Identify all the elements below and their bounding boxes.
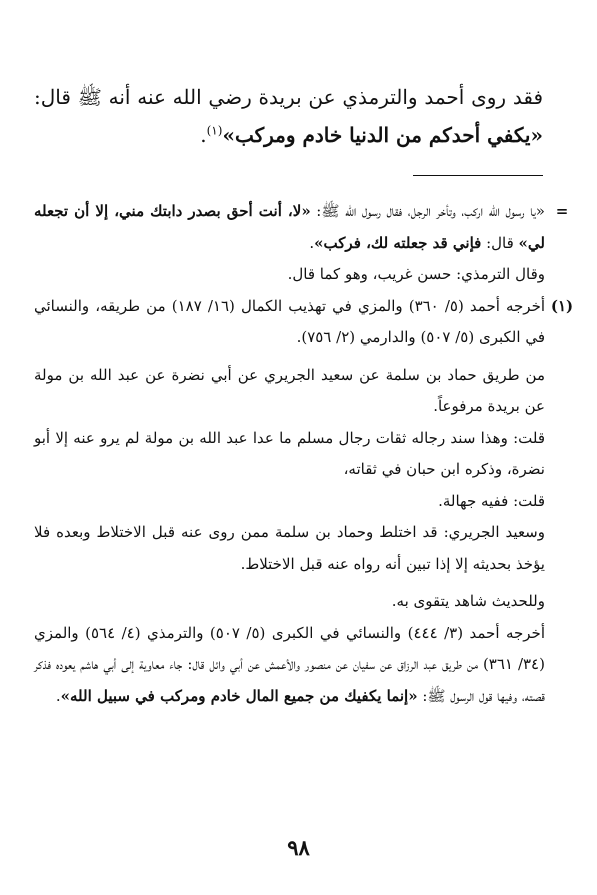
main-paragraph: [34, 78, 543, 154]
takhrij-1: أخرجه أحمد (٥/ ٣٦٠) والمزي في تهذيب الكمال (١٦/ ١٨٧) من طريقه، والنسائي في الكبرى (٥/ ٥٠٧) والدارمي (٢/ ٧٥٦).: [34, 296, 546, 346]
note-jahala: قلت: ففيه جهالة.: [438, 491, 545, 510]
takhrij-2: أخرجه أحمد (٣/ ٤٤٤) والنسائي في الكبرى (٥/ ٥٠٧) والترمذي (٤/ ٥٦٤) والمزي (٣٤/ ٣٦١) من طريق عبد الرزاق عن سفيان عن منصور والأعمش عن أبي وائل قال: جاء معاوية إلى أبي هاشم يعوده فذكر قصته، وفيها قول الرسول ﷺ: «إنما يكفيك من جميع المال خادم ومركب في سبيل الله».: [34, 623, 545, 705]
shahid: وللحديث شاهد يتقوى به.: [391, 592, 545, 610]
continuation-bold-quote: «لا، أنت أحق بصدر دابتك مني، إلا أن تجعله لي»: [34, 202, 545, 252]
tirmidhi-grading: وقال الترمذي: حسن غريب، وهو كما قال.: [287, 265, 545, 283]
note-narrators: قلت: وهذا سند رجاله ثقات رجال مسلم ما عدا عبد الله بن مولة لم يرو عنه إلا أبو نضرة، وذكره ابن حبان في ثقاته،: [34, 428, 545, 478]
page-number: ٩٨: [287, 835, 310, 860]
footnote-continuation: [34, 196, 575, 291]
footnote-number: (١): [550, 296, 574, 315]
hadith-quote: «يكفي أحدكم من الدنيا خادم ومركب»: [222, 123, 543, 147]
continuation-hadith: «يا رسول الله اركب، وتأخر الرجل، فقال رسول الله ﷺ: «لا، أنت أحق بصدر دابتك مني، إلا أن تجعله لي» قال: فإني قد جعلته لك، فركب».: [34, 202, 545, 252]
footnote-1: [34, 291, 575, 713]
main-end: .: [200, 123, 207, 147]
takhrij-2-bold-quote: «إنما يكفيك من جميع المال خادم ومركب في سبيل الله»: [60, 686, 418, 705]
footnote-reference[interactable]: (١): [206, 123, 223, 138]
footnotes-section: [34, 196, 575, 712]
footnote-separator: [413, 175, 543, 176]
continuation-bold-reply: فإني قد جعلته لك، فركب»: [314, 233, 482, 252]
continuation-mark: =: [555, 202, 569, 220]
main-text: فقد روى أحمد والترمذي عن بريدة رضي الله عنه أنه ﷺ قال:: [34, 85, 543, 109]
isnad: من طريق حماد بن سلمة عن سعيد الجريري عن أبي نضرة عن عبد الله بن مولة عن بريدة مرفوعاً.: [34, 365, 545, 415]
note-jurayri: وسعيد الجريري: قد اختلط وحماد بن سلمة ممن روى عنه قبل الاختلاط وبعده فلا يؤخذ بحديثه إلا إذا تبين أنه رواه عنه قبل الاختلاط.: [34, 523, 545, 573]
